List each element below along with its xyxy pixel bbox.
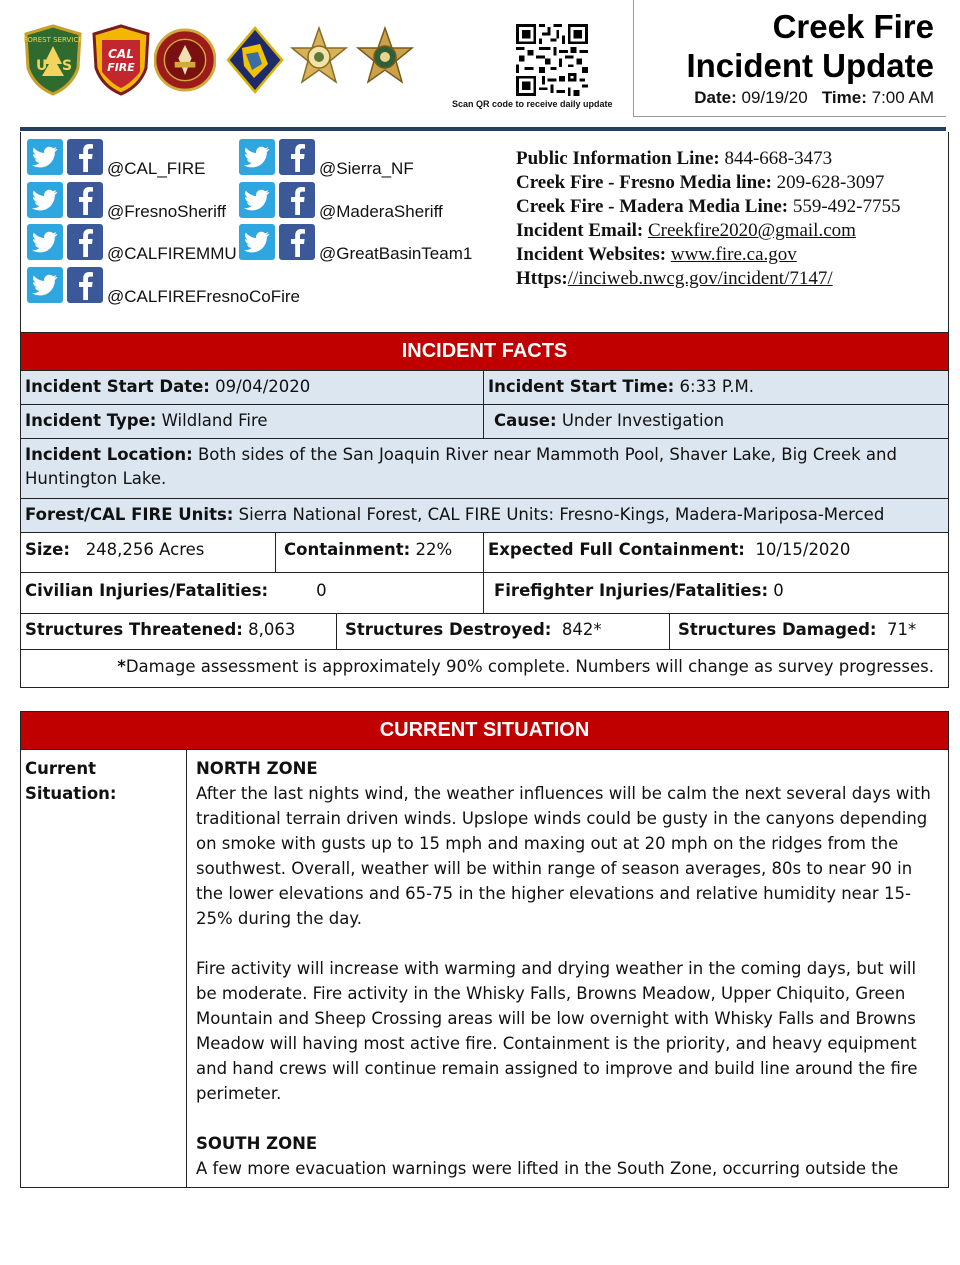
- qr-code[interactable]: [516, 24, 588, 96]
- facts-row-size: [21, 533, 948, 573]
- current-situation-heading: CURRENT SITUATION: [21, 712, 948, 750]
- social-cal-fire[interactable]: [27, 138, 206, 176]
- twitter-icon[interactable]: [239, 224, 275, 260]
- time-label: Time:: [821, 88, 867, 107]
- time-value: 7:00 AM: [871, 88, 934, 107]
- north-zone-paragraph-1: After the last nights wind, the weather influences will be calm the next several days with traditional terrain driven winds. Upslope winds could be gusty in the canyons depending on smoke with gusts up to 15 mph and maxing out at 20 mph on the ridges from the southwest. Overall, weather will be within range of season averages, 80s to near 90 in the lower elevations and 65-75 in the higher elevations and relative humidity near 15-25% during the day.: [196, 784, 931, 928]
- social-handle[interactable]: @CALFIREFresnoCoFire: [107, 287, 300, 306]
- expected-containment-cell: [484, 533, 948, 572]
- social-handle[interactable]: @FresnoSheriff: [107, 202, 226, 221]
- firefighter-value: 0: [773, 581, 784, 600]
- type-value: Wildland Fire: [161, 411, 268, 430]
- facts-row-type: [21, 405, 948, 439]
- threatened-value: 8,063: [248, 620, 296, 639]
- start-date-value: 09/04/2020: [215, 377, 311, 396]
- cal-fire-logo: [90, 24, 152, 96]
- incident-email: [516, 219, 901, 243]
- madera-media-value[interactable]: 559-492-7755: [792, 196, 901, 217]
- damaged-cell: [670, 614, 948, 649]
- facebook-icon[interactable]: [67, 139, 103, 175]
- facts-row-injuries: [21, 573, 948, 614]
- social-handle[interactable]: @GreatBasinTeam1: [319, 244, 473, 263]
- current-situation-label: Current Situation:: [21, 750, 187, 1187]
- threatened-cell: [21, 614, 337, 649]
- social-handle[interactable]: @MaderaSheriff: [319, 202, 443, 221]
- start-date-cell: [21, 371, 484, 404]
- date-value: 09/19/20: [741, 88, 808, 107]
- websites-label: Incident Websites:: [516, 244, 667, 265]
- firefighter-cell: [484, 573, 948, 613]
- facebook-icon[interactable]: [279, 224, 315, 260]
- destroyed-value: 842*: [561, 620, 602, 639]
- madera-media-line: [516, 195, 901, 219]
- twitter-icon[interactable]: [27, 224, 63, 260]
- cause-cell: [484, 405, 948, 438]
- facts-row-structures: [21, 614, 948, 650]
- expected-value: 10/15/2020: [755, 540, 851, 559]
- destroyed-cell: [337, 614, 670, 649]
- note-text: Damage assessment is approximately 90% complete. Numbers will change as survey progresses.: [125, 657, 934, 676]
- svg-text:FOREST SERVICE: FOREST SERVICE: [23, 36, 83, 44]
- page-title-line1: Creek Fire: [772, 8, 934, 45]
- fresno-sheriff-badge: [288, 24, 350, 96]
- date-time: [694, 88, 934, 108]
- fresno-fire-seal: [154, 24, 216, 96]
- expected-label: Expected Full Containment:: [488, 540, 745, 559]
- damaged-label: Structures Damaged:: [678, 620, 877, 639]
- threatened-label: Structures Threatened:: [25, 620, 243, 639]
- damaged-value: 71*: [887, 620, 917, 639]
- social-sierra-nf[interactable]: [239, 138, 414, 176]
- website-link[interactable]: www.fire.ca.gov: [670, 244, 797, 265]
- social-handle[interactable]: @CAL_FIRE: [107, 159, 206, 178]
- facebook-icon[interactable]: [67, 182, 103, 218]
- facebook-icon[interactable]: [279, 139, 315, 175]
- facebook-icon[interactable]: [67, 267, 103, 303]
- title-block: [633, 0, 946, 117]
- incident-facts-table: [20, 332, 949, 688]
- south-zone-paragraph-1: A few more evacuation warnings were lifted in the South Zone, occurring outside the: [196, 1159, 899, 1178]
- size-label: Size:: [25, 540, 70, 559]
- svg-text:U: U: [36, 58, 48, 74]
- containment-cell: [276, 533, 484, 572]
- civilian-value: 0: [316, 581, 327, 600]
- units-label: Forest/CAL FIRE Units:: [25, 505, 234, 524]
- inciweb-prefix: Https:: [516, 268, 568, 289]
- contact-info: [516, 147, 901, 291]
- page-title-line2: Incident Update: [686, 47, 934, 84]
- firefighter-label: Firefighter Injuries/Fatalities:: [494, 581, 769, 600]
- header-divider: [20, 127, 946, 131]
- madera-sheriff-badge: [354, 24, 416, 96]
- destroyed-label: Structures Destroyed:: [345, 620, 552, 639]
- start-time-cell: [484, 371, 948, 404]
- fresno-media-label: Creek Fire - Fresno Media line:: [516, 172, 772, 193]
- facts-row-units: [21, 499, 948, 533]
- public-info-line: [516, 147, 901, 171]
- incident-websites: [516, 243, 901, 267]
- damage-note: [21, 650, 948, 687]
- svg-text:CAL: CAL: [108, 47, 134, 61]
- fresno-media-line: [516, 171, 901, 195]
- email-label: Incident Email:: [516, 220, 644, 241]
- facts-row-start: [21, 371, 948, 405]
- social-fresno-sheriff[interactable]: [27, 181, 226, 219]
- north-zone-paragraph-2: Fire activity will increase with warming and drying weather in the coming days, but will be moderate. Fire activity in the Whisky Falls, Browns Meadow, Upper Chiquito, Green Mountain and Sheep Crossing areas will be low overnight with Whisky Falls and Browns Meadow will having most active fire. Containment is the priority, and heavy equipment and hand crews will continue remain assigned to improve and build line around the fire perimeter.: [196, 959, 918, 1103]
- contact-section: [20, 132, 949, 332]
- current-situation-table: [20, 711, 949, 1188]
- social-calfire-mmu[interactable]: [27, 223, 237, 261]
- cause-value: Under Investigation: [561, 411, 725, 430]
- start-date-label: Incident Start Date:: [25, 377, 210, 396]
- facebook-icon[interactable]: [279, 182, 315, 218]
- great-basin-logo: [224, 24, 286, 96]
- start-time-label: Incident Start Time:: [488, 377, 675, 396]
- social-calfire-fresnoco[interactable]: [27, 266, 300, 304]
- size-value: 248,256 Acres: [85, 540, 205, 559]
- location-label: Incident Location:: [25, 445, 193, 464]
- south-zone-heading: SOUTH ZONE: [196, 1134, 318, 1153]
- public-info-label: Public Information Line:: [516, 148, 720, 169]
- location-value: Both sides of the San Joaquin River near Mammoth Pool, Shaver Lake, Big Creek and Huntington Lake.: [25, 445, 897, 488]
- type-cell: [21, 405, 484, 438]
- cause-label: Cause:: [494, 411, 557, 430]
- twitter-icon[interactable]: [239, 139, 275, 175]
- size-cell: [21, 533, 276, 572]
- north-zone-heading: NORTH ZONE: [196, 759, 318, 778]
- us-forest-service-logo: [22, 24, 84, 96]
- social-madera-sheriff[interactable]: [239, 181, 443, 219]
- facts-row-location: [21, 439, 948, 499]
- facebook-icon[interactable]: [67, 224, 103, 260]
- containment-value: 22%: [415, 540, 453, 559]
- start-time-value: 6:33 P.M.: [679, 377, 754, 396]
- inciweb-line: [516, 267, 901, 291]
- email-link[interactable]: Creekfire2020@gmail.com: [647, 220, 856, 241]
- incident-facts-heading: INCIDENT FACTS: [21, 333, 948, 371]
- date-label: Date:: [694, 88, 737, 107]
- location-cell: [21, 439, 948, 498]
- twitter-icon[interactable]: [27, 182, 63, 218]
- qr-caption: Scan QR code to receive daily update: [452, 99, 613, 109]
- civilian-label: Civilian Injuries/Fatalities:: [25, 581, 269, 600]
- type-label: Incident Type:: [25, 411, 157, 430]
- social-great-basin[interactable]: [239, 223, 472, 261]
- units-cell: [21, 499, 948, 532]
- svg-text:FIRE: FIRE: [107, 61, 135, 74]
- twitter-icon[interactable]: [27, 139, 63, 175]
- current-situation-body: [196, 750, 938, 1187]
- twitter-icon[interactable]: [239, 182, 275, 218]
- inciweb-link[interactable]: //inciweb.nwcg.gov/incident/7147/: [567, 268, 833, 289]
- svg-text:S: S: [62, 58, 73, 74]
- fresno-media-value[interactable]: 209-628-3097: [776, 172, 885, 193]
- note-star: *: [117, 657, 126, 676]
- twitter-icon[interactable]: [27, 267, 63, 303]
- containment-label: Containment:: [284, 540, 411, 559]
- social-handle[interactable]: @Sierra_NF: [319, 159, 414, 178]
- civilian-cell: [21, 573, 484, 613]
- facts-row-note: [21, 650, 948, 687]
- madera-media-label: Creek Fire - Madera Media Line:: [516, 196, 789, 217]
- units-value: Sierra National Forest, CAL FIRE Units: Fresno-Kings, Madera-Mariposa-Merced: [238, 505, 885, 524]
- public-info-value[interactable]: 844-668-3473: [724, 148, 833, 169]
- social-handle[interactable]: @CALFIREMMU: [107, 244, 237, 263]
